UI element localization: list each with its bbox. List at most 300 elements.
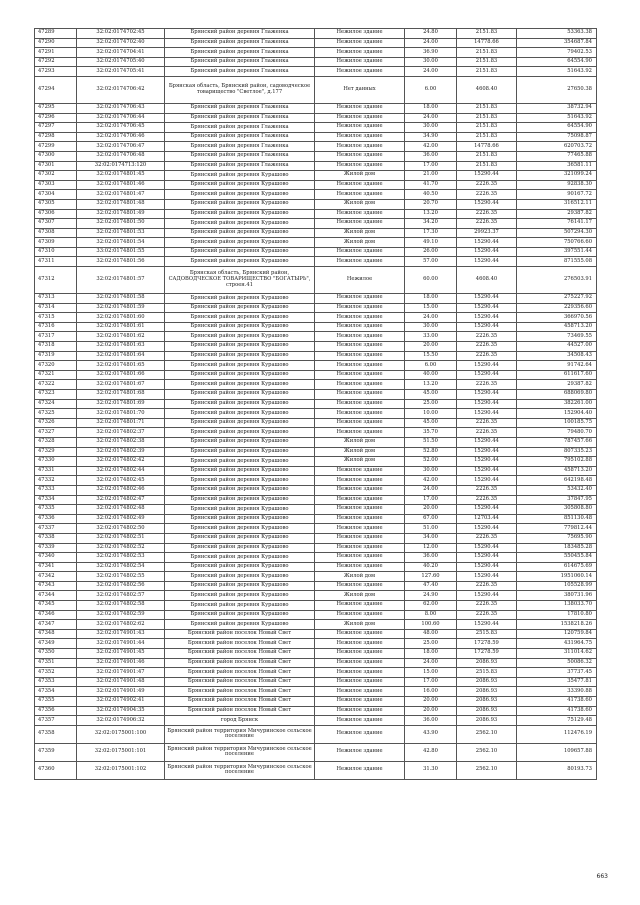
cell-cadastral-value: 29387.82 — [517, 209, 597, 219]
cell-row-number: 47326 — [35, 418, 77, 428]
table-row — [35, 38, 597, 48]
cell-cadastral-number: 32:02:0174802:44 — [77, 466, 165, 476]
cell-address: Брянский район деревня Курашово — [165, 543, 315, 553]
table-row — [35, 514, 597, 524]
cell-cadastral-number: 32:02:0174801:64 — [77, 351, 165, 361]
cell-specific-value: 2226.35 — [457, 342, 517, 352]
cell-cadastral-number: 32:02:0174801:63 — [77, 342, 165, 352]
cell-specific-value: 15290.44 — [457, 361, 517, 371]
table-row — [35, 313, 597, 323]
cell-address: Брянский район деревня Курашово — [165, 447, 315, 457]
cell-cadastral-value: 787457.66 — [517, 437, 597, 447]
cell-row-number: 47336 — [35, 514, 77, 524]
cell-specific-value: 2151.83 — [457, 113, 517, 123]
cell-address: Брянский район деревня Курашово — [165, 418, 315, 428]
cell-address: Брянский район деревня Курашово — [165, 514, 315, 524]
cell-object-type: Жилой дом — [315, 238, 405, 248]
table-row — [35, 457, 597, 467]
table-row — [35, 495, 597, 505]
cell-address: Брянский район деревня Курашово — [165, 322, 315, 332]
cell-specific-value: 2086.93 — [457, 697, 517, 707]
cell-cadastral-value: 795102.88 — [517, 457, 597, 467]
cell-specific-value: 2226.35 — [457, 601, 517, 611]
cell-cadastral-value: 112476.19 — [517, 725, 597, 743]
cell-area: 31.30 — [405, 761, 457, 779]
cell-row-number: 47352 — [35, 668, 77, 678]
cell-row-number: 47354 — [35, 687, 77, 697]
cell-cadastral-value: 382261.00 — [517, 399, 597, 409]
cell-cadastral-value: 44527.00 — [517, 342, 597, 352]
cell-cadastral-value: 53432.40 — [517, 485, 597, 495]
cell-object-type: Нежилое здание — [315, 505, 405, 515]
cell-area: 30.00 — [405, 466, 457, 476]
cell-cadastral-value: 275227.92 — [517, 294, 597, 304]
cell-address: Брянский район деревня Курашово — [165, 553, 315, 563]
cell-area: 51.50 — [405, 437, 457, 447]
cell-cadastral-value: 431964.75 — [517, 639, 597, 649]
cell-address: Брянский район деревня Курашово — [165, 601, 315, 611]
cell-cadastral-number: 32:02:0174904:35 — [77, 706, 165, 716]
cell-cadastral-number: 32:02:0174802:37 — [77, 428, 165, 438]
cell-cadastral-value: 100185.75 — [517, 418, 597, 428]
cell-cadastral-number: 32:02:0174801:65 — [77, 361, 165, 371]
table-row — [35, 629, 597, 639]
cell-area: 47.40 — [405, 581, 457, 591]
cell-area: 45.00 — [405, 418, 457, 428]
cell-row-number: 47292 — [35, 57, 77, 67]
cell-cadastral-number: 32:02:0174901:46 — [77, 658, 165, 668]
cell-row-number: 47289 — [35, 29, 77, 39]
cell-cadastral-value: 41738.60 — [517, 706, 597, 716]
cell-cadastral-number: 32:02:0175001:100 — [77, 725, 165, 743]
cell-cadastral-number: 32:02:0174901:44 — [77, 639, 165, 649]
cell-object-type: Нежилое здание — [315, 485, 405, 495]
cell-object-type: Нежилое здание — [315, 48, 405, 58]
cell-object-type: Жилой дом — [315, 171, 405, 181]
cell-address: Брянский район деревня Глаженка — [165, 103, 315, 113]
cell-cadastral-number: 32:02:0174706:47 — [77, 142, 165, 152]
cell-address: Брянский район деревня Курашово — [165, 591, 315, 601]
cell-cadastral-number: 32:02:0174802:59 — [77, 610, 165, 620]
cell-address: Брянский район поселок Новый Свет — [165, 629, 315, 639]
cell-area: 40.00 — [405, 370, 457, 380]
cell-specific-value: 15290.44 — [457, 322, 517, 332]
cell-area: 43.90 — [405, 725, 457, 743]
cell-cadastral-value: 380731.96 — [517, 591, 597, 601]
cell-area: 15.00 — [405, 668, 457, 678]
cell-row-number: 47335 — [35, 505, 77, 515]
cell-row-number: 47359 — [35, 743, 77, 761]
cell-area: 20.70 — [405, 199, 457, 209]
cell-address: Брянский район деревня Курашово — [165, 505, 315, 515]
cell-cadastral-number: 32:02:0174901:48 — [77, 677, 165, 687]
cell-specific-value: 2151.83 — [457, 151, 517, 161]
cell-cadastral-number: 32:02:0174901:47 — [77, 668, 165, 678]
cell-cadastral-value: 34508.43 — [517, 351, 597, 361]
cell-area: 67.00 — [405, 514, 457, 524]
cell-address: Брянский район деревня Глаженка — [165, 57, 315, 67]
cell-cadastral-number: 32:02:0174901:49 — [77, 687, 165, 697]
cell-specific-value: 17278.59 — [457, 639, 517, 649]
cell-address: Брянский район поселок Новый Свет — [165, 639, 315, 649]
table-row — [35, 76, 597, 103]
cell-area: 40.50 — [405, 190, 457, 200]
cell-address: Брянский район деревня Курашово — [165, 313, 315, 323]
cell-object-type: Нежилое здание — [315, 476, 405, 486]
cell-area: 24.90 — [405, 591, 457, 601]
cell-row-number: 47303 — [35, 180, 77, 190]
cell-object-type: Жилой дом — [315, 620, 405, 630]
cell-cadastral-value: 507294.30 — [517, 228, 597, 238]
cell-specific-value: 4608.40 — [457, 76, 517, 103]
cell-specific-value: 14778.66 — [457, 38, 517, 48]
cell-object-type: Нежилое здание — [315, 180, 405, 190]
cell-area: 24.00 — [405, 313, 457, 323]
cell-cadastral-number: 32:02:0174802:53 — [77, 553, 165, 563]
cell-address: Брянский район деревня Курашово — [165, 476, 315, 486]
cell-address: Брянский район деревня Глаженка — [165, 123, 315, 133]
cell-row-number: 47343 — [35, 581, 77, 591]
cell-object-type: Нежилое здание — [315, 38, 405, 48]
table-row — [35, 524, 597, 534]
cell-cadastral-number: 32:02:0174802:49 — [77, 514, 165, 524]
cell-address: Брянский район деревня Курашово — [165, 342, 315, 352]
cell-specific-value: 2151.83 — [457, 123, 517, 133]
cell-area: 36.00 — [405, 553, 457, 563]
cell-row-number: 47357 — [35, 716, 77, 726]
cell-address: Брянский район деревня Курашово — [165, 562, 315, 572]
cell-row-number: 47295 — [35, 103, 77, 113]
table-row — [35, 380, 597, 390]
cell-cadastral-value: 53363.38 — [517, 29, 597, 39]
table-row — [35, 743, 597, 761]
cell-row-number: 47293 — [35, 67, 77, 77]
cell-object-type: Нежилое здание — [315, 190, 405, 200]
cell-object-type: Нежилое здание — [315, 495, 405, 505]
cell-specific-value: 15290.44 — [457, 553, 517, 563]
cell-area: 51.00 — [405, 524, 457, 534]
cell-cadastral-value: 611617.60 — [517, 370, 597, 380]
cell-specific-value: 15290.44 — [457, 476, 517, 486]
table-row — [35, 151, 597, 161]
table-row — [35, 67, 597, 77]
cell-object-type: Жилой дом — [315, 572, 405, 582]
cell-specific-value: 2151.83 — [457, 29, 517, 39]
cell-object-type: Нежилое здание — [315, 29, 405, 39]
cell-area: 24.00 — [405, 113, 457, 123]
cell-specific-value: 2226.35 — [457, 209, 517, 219]
table-row — [35, 428, 597, 438]
cell-cadastral-value: 29387.82 — [517, 380, 597, 390]
table-row — [35, 677, 597, 687]
cell-object-type: Нежилое здание — [315, 629, 405, 639]
cell-cadastral-number: 32:02:0174902:41 — [77, 697, 165, 707]
cell-specific-value: 2151.83 — [457, 103, 517, 113]
cell-area: 13.20 — [405, 209, 457, 219]
table-row — [35, 113, 597, 123]
cell-address: Брянский район деревня Курашово — [165, 351, 315, 361]
cell-cadastral-value: 92838.30 — [517, 180, 597, 190]
cell-row-number: 47351 — [35, 658, 77, 668]
cell-specific-value: 15290.44 — [457, 543, 517, 553]
cell-cadastral-number: 32:02:0174801:62 — [77, 332, 165, 342]
cell-specific-value: 2226.35 — [457, 610, 517, 620]
cell-cadastral-number: 32:02:0174801:71 — [77, 418, 165, 428]
cell-object-type: Нежилое здание — [315, 332, 405, 342]
cell-object-type: Нежилое здание — [315, 161, 405, 171]
cell-cadastral-number: 32:02:0174802:57 — [77, 591, 165, 601]
cell-cadastral-value: 458713.20 — [517, 466, 597, 476]
cell-cadastral-value: 807335.23 — [517, 447, 597, 457]
table-row — [35, 553, 597, 563]
cell-address: Брянский район территория Мичуринское сельское поселение — [165, 743, 315, 761]
cell-specific-value: 15290.44 — [457, 437, 517, 447]
table-row — [35, 610, 597, 620]
cell-area: 60.00 — [405, 267, 457, 294]
cell-cadastral-number: 32:02:0174802:62 — [77, 620, 165, 630]
cell-object-type: Нежилое здание — [315, 113, 405, 123]
cell-area: 15.00 — [405, 303, 457, 313]
cell-row-number: 47334 — [35, 495, 77, 505]
cell-area: 24.00 — [405, 38, 457, 48]
cell-area: 30.00 — [405, 123, 457, 133]
cell-cadastral-value: 750766.60 — [517, 238, 597, 248]
cell-area: 18.00 — [405, 649, 457, 659]
cell-cadastral-number: 32:02:0174801:46 — [77, 180, 165, 190]
cell-address: Брянский район деревня Курашово — [165, 199, 315, 209]
cell-specific-value: 15290.44 — [457, 620, 517, 630]
cell-row-number: 47344 — [35, 591, 77, 601]
cell-address: Брянский район деревня Глаженка — [165, 113, 315, 123]
table-row — [35, 294, 597, 304]
table-row — [35, 219, 597, 229]
cell-specific-value: 15290.44 — [457, 466, 517, 476]
cell-specific-value: 2151.83 — [457, 48, 517, 58]
cell-address: Брянский район деревня Курашово — [165, 303, 315, 313]
cell-cadastral-number: 32:02:0174801:47 — [77, 190, 165, 200]
cell-specific-value: 2086.93 — [457, 677, 517, 687]
cell-cadastral-value: 120759.84 — [517, 629, 597, 639]
cell-area: 17.00 — [405, 677, 457, 687]
cell-cadastral-value: 76141.17 — [517, 219, 597, 229]
cell-specific-value: 2226.35 — [457, 351, 517, 361]
cell-cadastral-value: 642198.48 — [517, 476, 597, 486]
cell-cadastral-number: 32:02:0175001:101 — [77, 743, 165, 761]
cell-cadastral-number: 32:02:0174801:68 — [77, 390, 165, 400]
cell-address: Брянский район деревня Курашово — [165, 466, 315, 476]
cell-address: Брянский район деревня Глаженка — [165, 48, 315, 58]
cell-cadastral-number: 32:02:0174801:61 — [77, 322, 165, 332]
cell-cadastral-number: 32:02:0174801:56 — [77, 257, 165, 267]
cell-object-type: Нежилое здание — [315, 533, 405, 543]
cell-cadastral-number: 32:02:0174706:43 — [77, 103, 165, 113]
cell-area: 18.00 — [405, 294, 457, 304]
table-row — [35, 103, 597, 113]
cell-cadastral-value: 41738.60 — [517, 697, 597, 707]
cell-address: Брянский район территория Мичуринское сельское поселение — [165, 725, 315, 743]
cell-address: Брянский район поселок Новый Свет — [165, 658, 315, 668]
table-row — [35, 505, 597, 515]
cell-cadastral-number: 32:02:0174702:40 — [77, 38, 165, 48]
cell-object-type: Нежилое здание — [315, 524, 405, 534]
cell-cadastral-number: 32:02:0174801:50 — [77, 219, 165, 229]
cell-row-number: 47316 — [35, 322, 77, 332]
cell-object-type: Нежилое здание — [315, 514, 405, 524]
table-row — [35, 29, 597, 39]
cell-object-type: Жилой дом — [315, 591, 405, 601]
cell-cadastral-number: 32:02:0174802:46 — [77, 485, 165, 495]
table-row — [35, 161, 597, 171]
table-row — [35, 409, 597, 419]
table-row — [35, 48, 597, 58]
cell-area: 17.00 — [405, 495, 457, 505]
cell-object-type: Нежилое здание — [315, 380, 405, 390]
cell-cadastral-number: 32:02:0174706:48 — [77, 151, 165, 161]
cell-object-type: Нежилое здание — [315, 428, 405, 438]
cell-specific-value: 2226.35 — [457, 190, 517, 200]
cell-specific-value: 17278.59 — [457, 649, 517, 659]
cell-specific-value: 15290.44 — [457, 313, 517, 323]
table-row — [35, 639, 597, 649]
cell-address: Брянский район деревня Курашово — [165, 524, 315, 534]
cell-specific-value: 2086.93 — [457, 706, 517, 716]
cell-specific-value: 2151.83 — [457, 161, 517, 171]
cell-cadastral-value: 550455.84 — [517, 553, 597, 563]
cell-area: 100.60 — [405, 620, 457, 630]
cell-cadastral-number: 32:02:0174801:48 — [77, 199, 165, 209]
table-row — [35, 716, 597, 726]
table-row — [35, 466, 597, 476]
cell-row-number: 47321 — [35, 370, 77, 380]
cell-cadastral-number: 32:02:0174801:70 — [77, 409, 165, 419]
cell-address: Брянский район деревня Курашово — [165, 180, 315, 190]
cell-cadastral-value: 109657.88 — [517, 743, 597, 761]
cell-area: 24.00 — [405, 658, 457, 668]
cell-specific-value: 2226.35 — [457, 428, 517, 438]
cell-area: 40.20 — [405, 562, 457, 572]
cell-cadastral-value: 37737.45 — [517, 668, 597, 678]
table-row — [35, 572, 597, 582]
cell-area: 36.00 — [405, 716, 457, 726]
cell-cadastral-value: 458713.20 — [517, 322, 597, 332]
cell-specific-value: 29923.37 — [457, 228, 517, 238]
cell-area: 17.30 — [405, 228, 457, 238]
cell-row-number: 47341 — [35, 562, 77, 572]
cell-cadastral-value: 688069.80 — [517, 390, 597, 400]
cell-cadastral-value: 35477.81 — [517, 677, 597, 687]
cell-cadastral-value: 79402.53 — [517, 48, 597, 58]
cell-cadastral-value: 37847.95 — [517, 495, 597, 505]
cell-row-number: 47356 — [35, 706, 77, 716]
cell-cadastral-value: 105528.99 — [517, 581, 597, 591]
cell-object-type: Нет данных — [315, 76, 405, 103]
cell-row-number: 47339 — [35, 543, 77, 553]
cell-area: 34.90 — [405, 132, 457, 142]
cell-row-number: 47340 — [35, 553, 77, 563]
cell-row-number: 47345 — [35, 601, 77, 611]
cell-cadastral-value: 316512.11 — [517, 199, 597, 209]
cell-object-type: Нежилое здание — [315, 322, 405, 332]
cell-cadastral-number: 33:02:0174801:55 — [77, 247, 165, 257]
cell-address: Брянский район поселок Новый Свет — [165, 677, 315, 687]
cell-object-type: Нежилое здание — [315, 151, 405, 161]
cell-object-type: Нежилое здание — [315, 716, 405, 726]
table-row — [35, 351, 597, 361]
cell-address: Брянский район деревня Курашово — [165, 572, 315, 582]
cell-cadastral-value: 75098.87 — [517, 132, 597, 142]
cell-object-type: Нежилое здание — [315, 581, 405, 591]
cell-row-number: 47300 — [35, 151, 77, 161]
cell-cadastral-value: 397551.44 — [517, 247, 597, 257]
cell-specific-value: 2086.93 — [457, 658, 517, 668]
cell-cadastral-number: 32:02:0174706:42 — [77, 76, 165, 103]
cell-area: 10.00 — [405, 409, 457, 419]
cell-address: Брянский район деревня Курашово — [165, 533, 315, 543]
cell-area: 12.00 — [405, 543, 457, 553]
cell-address: Брянский район деревня Курашово — [165, 247, 315, 257]
cell-cadastral-number: 32:02:0174802:38 — [77, 437, 165, 447]
cell-address: Брянский район деревня Курашово — [165, 390, 315, 400]
table-row — [35, 668, 597, 678]
cell-object-type: Нежилое здание — [315, 361, 405, 371]
cell-row-number: 47360 — [35, 761, 77, 779]
cell-row-number: 47337 — [35, 524, 77, 534]
cell-cadastral-value: 38732.94 — [517, 103, 597, 113]
cell-area: 20.00 — [405, 505, 457, 515]
cell-area: 30.00 — [405, 322, 457, 332]
cell-cadastral-number: 32:02:0174705:40 — [77, 57, 165, 67]
cell-row-number: 47313 — [35, 294, 77, 304]
cell-cadastral-value: 620703.72 — [517, 142, 597, 152]
table-row — [35, 761, 597, 779]
cell-object-type: Нежилое здание — [315, 725, 405, 743]
cell-row-number: 47309 — [35, 238, 77, 248]
cell-cadastral-value: 91742.64 — [517, 361, 597, 371]
cell-row-number: 47323 — [35, 390, 77, 400]
cell-area: 20.00 — [405, 342, 457, 352]
cell-area: 17.00 — [405, 161, 457, 171]
cell-cadastral-number: 32:02:0174802:50 — [77, 524, 165, 534]
cell-object-type: Нежилое здание — [315, 399, 405, 409]
cell-area: 52.80 — [405, 447, 457, 457]
cell-specific-value: 15290.44 — [457, 370, 517, 380]
cell-area: 36.00 — [405, 151, 457, 161]
cell-object-type: Нежилое здание — [315, 697, 405, 707]
cell-object-type: Жилой дом — [315, 437, 405, 447]
cell-address: Брянский район деревня Курашово — [165, 495, 315, 505]
cell-area: 24.00 — [405, 485, 457, 495]
cell-cadastral-number: 32:02:0174801:67 — [77, 380, 165, 390]
cell-area: 20.00 — [405, 697, 457, 707]
cell-object-type: Нежилое здание — [315, 257, 405, 267]
cell-area: 57.00 — [405, 257, 457, 267]
cell-address: Брянский район деревня Курашово — [165, 294, 315, 304]
cell-area: 52.00 — [405, 457, 457, 467]
cell-object-type: Нежилое здание — [315, 409, 405, 419]
cell-address: Брянский район деревня Курашово — [165, 332, 315, 342]
cadastral-value-table — [34, 28, 597, 780]
cell-area: 33.00 — [405, 332, 457, 342]
table-row — [35, 238, 597, 248]
cell-area: 18.00 — [405, 103, 457, 113]
table-row — [35, 57, 597, 67]
cell-cadastral-value: 33390.88 — [517, 687, 597, 697]
page-number: 663 — [596, 873, 608, 880]
cell-area: 20.00 — [405, 706, 457, 716]
cell-area: 42.00 — [405, 476, 457, 486]
cell-address: Брянский район деревня Курашово — [165, 409, 315, 419]
cell-row-number: 47291 — [35, 48, 77, 58]
